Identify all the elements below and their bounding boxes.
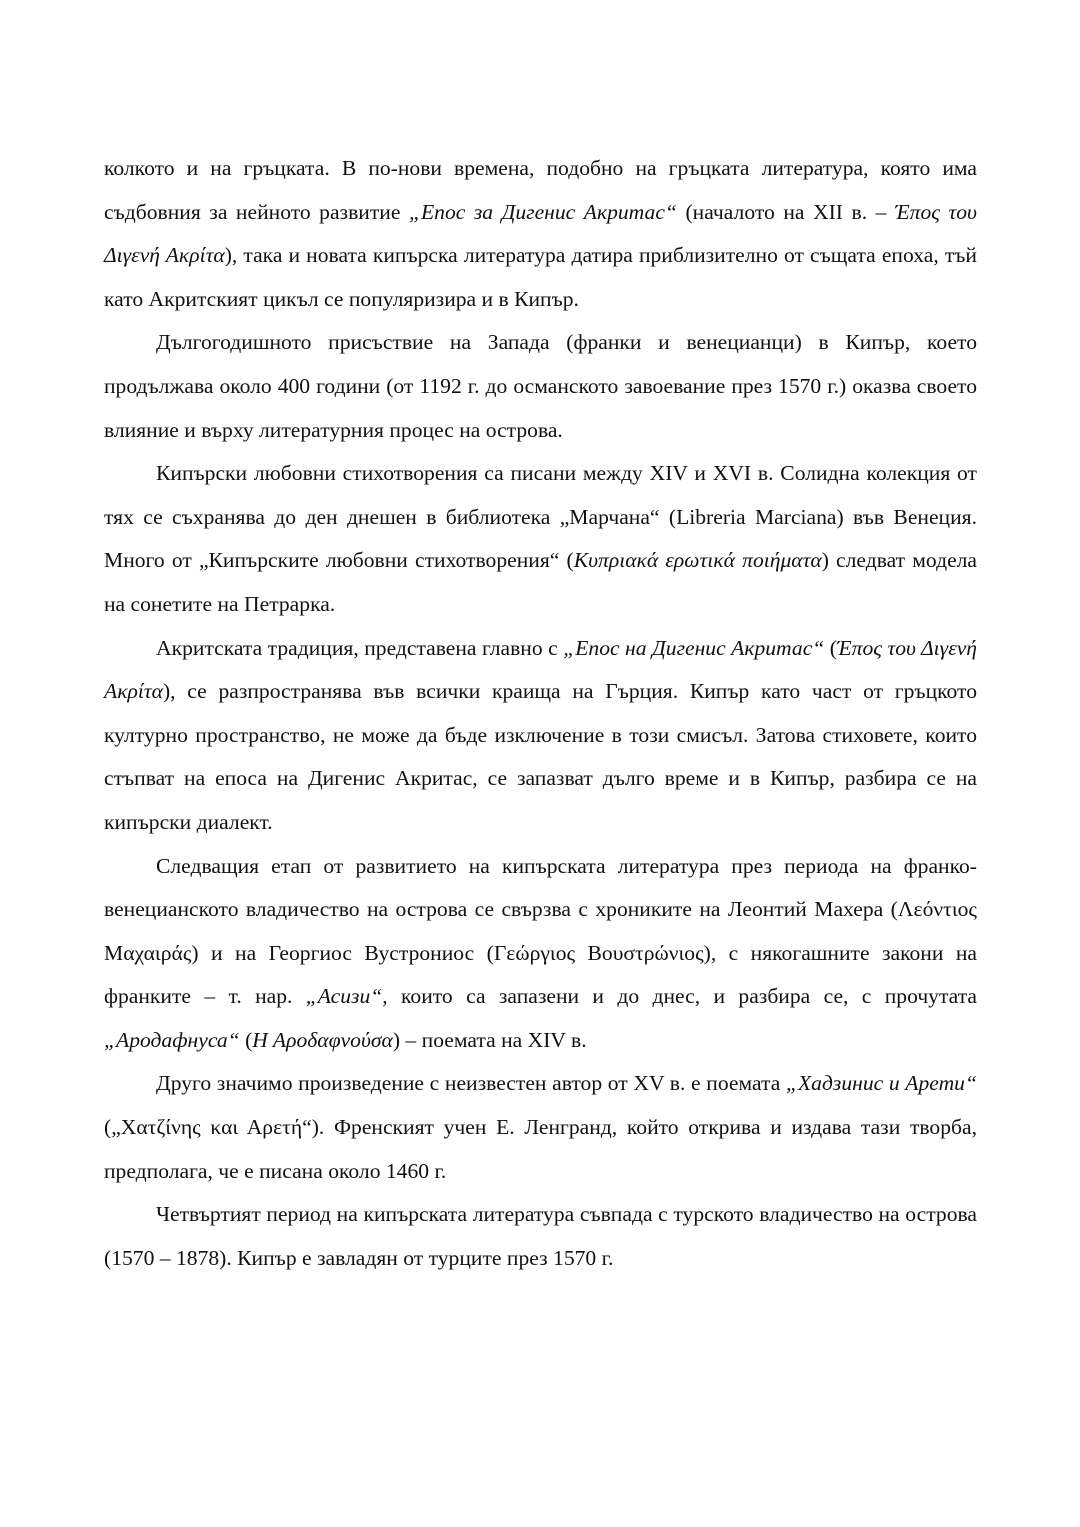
text-span: („Χατζίνης και Αρετή“). Френският учен Е. Ленгранд, който открива и издава тази творба, предполага, че е писана около 1460 г.	[104, 1115, 977, 1183]
paragraph-6	[104, 1062, 977, 1193]
text-span: Акритската традиция, представена главно с	[156, 635, 564, 660]
text-span: ), се разпространява във всички краища на Гърция. Кипър като част от гръцкото културно пространство, не може да бъде изключение в този смисъл. Затова стиховете, които стъпват на епоса на Дигенис Акритас, се запазват дълго време и в Кипър, разбира се на кипърски диалект.	[104, 679, 977, 834]
text-span: (	[824, 635, 837, 660]
italic-greek-title: Έπος του Διγενή Ακρίτα	[104, 199, 977, 268]
paragraph-5	[104, 845, 977, 1063]
italic-greek-title: Κυπριακά ερωτικά ποιήματα	[573, 548, 822, 573]
text-span: Кипърски любовни стихотворения са писани между XIV и XVI в. Солидна колекция от тях се съхранява до ден днешен в библиотека „Марчана“ (Libreria Marciana) във Венеция. Много от „Кипърските любовни стихотворения“ (	[104, 461, 977, 573]
italic-greek-title: Έπος του Διγενή Ακρίτα	[104, 635, 977, 704]
paragraph-7	[104, 1193, 977, 1280]
paragraph-2	[104, 321, 977, 452]
document-page	[104, 147, 977, 1280]
text-span: Друго значимо произведение с неизвестен автор от XV в. е поемата	[156, 1071, 786, 1096]
text-span: Следващия етап от развитието на кипърската литература през периода на франко-венецианското владичество на острова се свързва с хрониките на Леонтий Махера (Λεόντιος Μαχαιράς) и на Георгиос Вустрониос (Γεώργιος Βουστρώνιος), с някогашните закони на франките – т. нар.	[104, 853, 977, 1009]
italic-greek-title: Η Αροδαφνούσα	[252, 1027, 393, 1052]
italic-title: „Хадзинис и Арети“	[785, 1071, 977, 1096]
paragraph-1	[104, 147, 977, 321]
italic-title: „Епос на Дигенис Акритас“	[563, 635, 825, 660]
text-span: (	[239, 1027, 253, 1052]
text-span: Четвъртият период на кипърската литература съвпада с турското владичество на острова (1570 – 1878). Кипър е завладян от турците през 1570 г.	[104, 1202, 977, 1270]
text-span: колкото и на гръцката. В по-нови времена, подобно на гръцката литература, която има съдбовния за нейното развитие	[104, 156, 977, 224]
italic-title: „Ародафнуса“	[104, 1027, 240, 1052]
text-span: ) – поемата на XIV в.	[392, 1027, 587, 1052]
text-span: ), така и новата кипърска литература датира приблизително от същата епоха, тъй като Акритският цикъл се популяризира и в Кипър.	[104, 243, 977, 311]
text-span: , които са запазени и до днес, и разбира се, с прочутата	[382, 984, 977, 1009]
text-span: ) следват модела на сонетите на Петрарка.	[104, 548, 978, 616]
italic-title: „Епос за Дигенис Акритас“	[408, 199, 677, 224]
text-span: (началото на XII в. –	[676, 199, 895, 224]
text-span: Дългогодишното присъствие на Запада (франки и венецианци) в Кипър, което продължава около 400 години (от 1192 г. до османското завоевание през 1570 г.) оказва своето влияние и върху литературния процес на острова.	[104, 330, 977, 442]
paragraph-4	[104, 627, 977, 845]
paragraph-3	[104, 452, 977, 626]
italic-title: „Асизи“	[305, 984, 383, 1009]
